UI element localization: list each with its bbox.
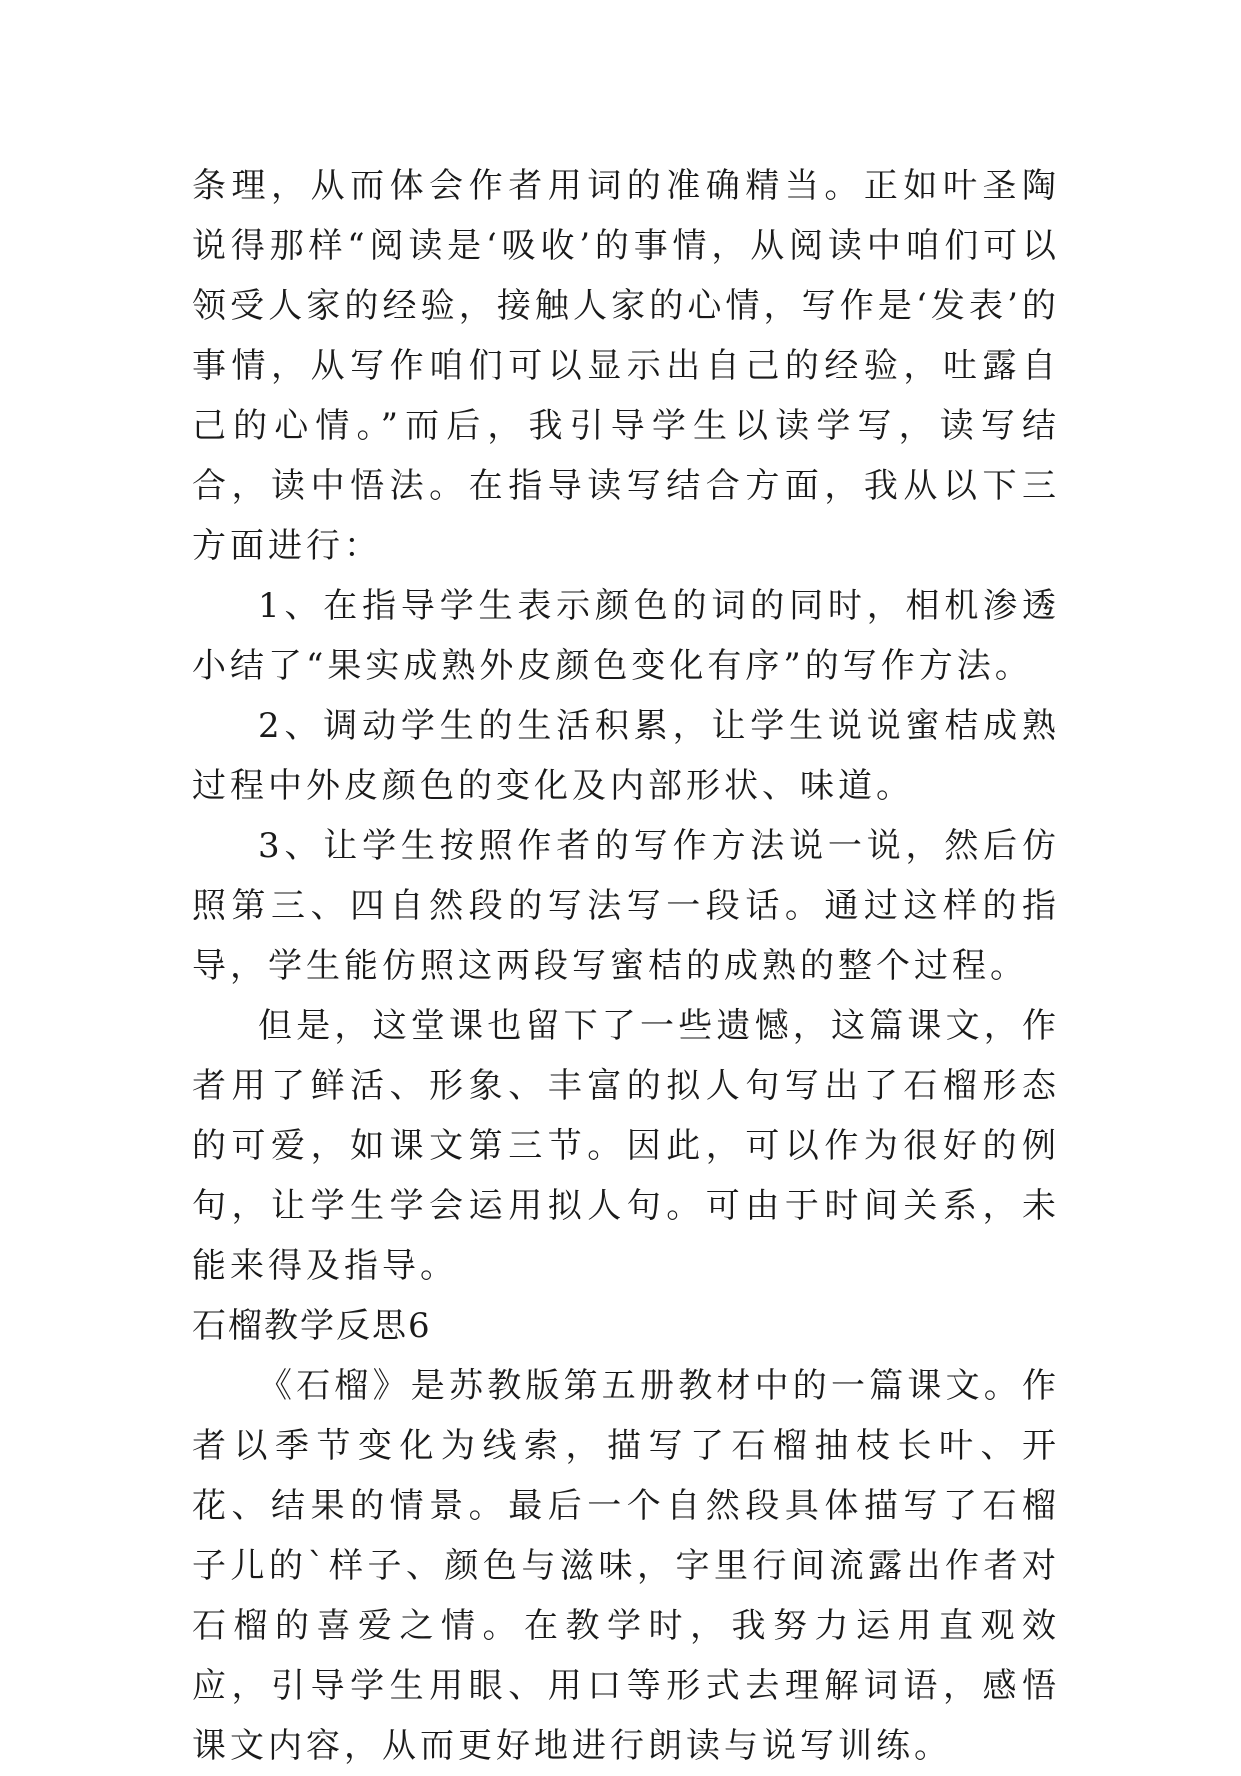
paragraph-point-2: 2、调动学生的生活积累，让学生说说蜜桔成熟过程中外皮颜色的变化及内部形状、味道。 [192,706,1060,806]
paragraph-intro: 条理，从而体会作者用词的准确精当。正如叶圣陶说得那样“阅读是‘吸收’的事情，从阅读中咱们可以领受人家的经验，接触人家的心情，写作是‘发表’的事情，从写作咱们可以显示出自己的经验，吐露自己的心情。”而后，我引导学生以读学写，读写结合，读中悟法。在指导读写结合方面，我从以下三方面进行： [192,166,1060,566]
document-body [192,156,1060,1776]
paragraph-point-3: 3、让学生按照作者的写作方法说一说，然后仿照第三、四自然段的写法写一段话。通过这样的指导，学生能仿照这两段写蜜桔的成熟的整个过程。 [192,826,1060,986]
paragraph-point-1: 1、在指导学生表示颜色的词的同时，相机渗透小结了“果实成熟外皮颜色变化有序”的写作方法。 [192,586,1060,686]
paragraph-section-intro: 《石榴》是苏教版第五册教材中的一篇课文。作者以季节变化为线索，描写了石榴抽枝长叶、开花、结果的情景。最后一个自然段具体描写了石榴子儿的`样子、颜色与滋味，字里行间流露出作者对石榴的喜爱之情。在教学时，我努力运用直观效应，引导学生用眼、用口等形式去理解词语，感悟课文内容，从而更好地进行朗读与说写训练。 [192,1366,1060,1766]
section-heading: 石榴教学反思6 [192,1306,432,1346]
paragraph-regret: 但是，这堂课也留下了一些遗憾，这篇课文，作者用了鲜活、形象、丰富的拟人句写出了石榴形态的可爱，如课文第三节。因此，可以作为很好的例句，让学生学会运用拟人句。可由于时间关系，未能来得及指导。 [192,1006,1060,1286]
